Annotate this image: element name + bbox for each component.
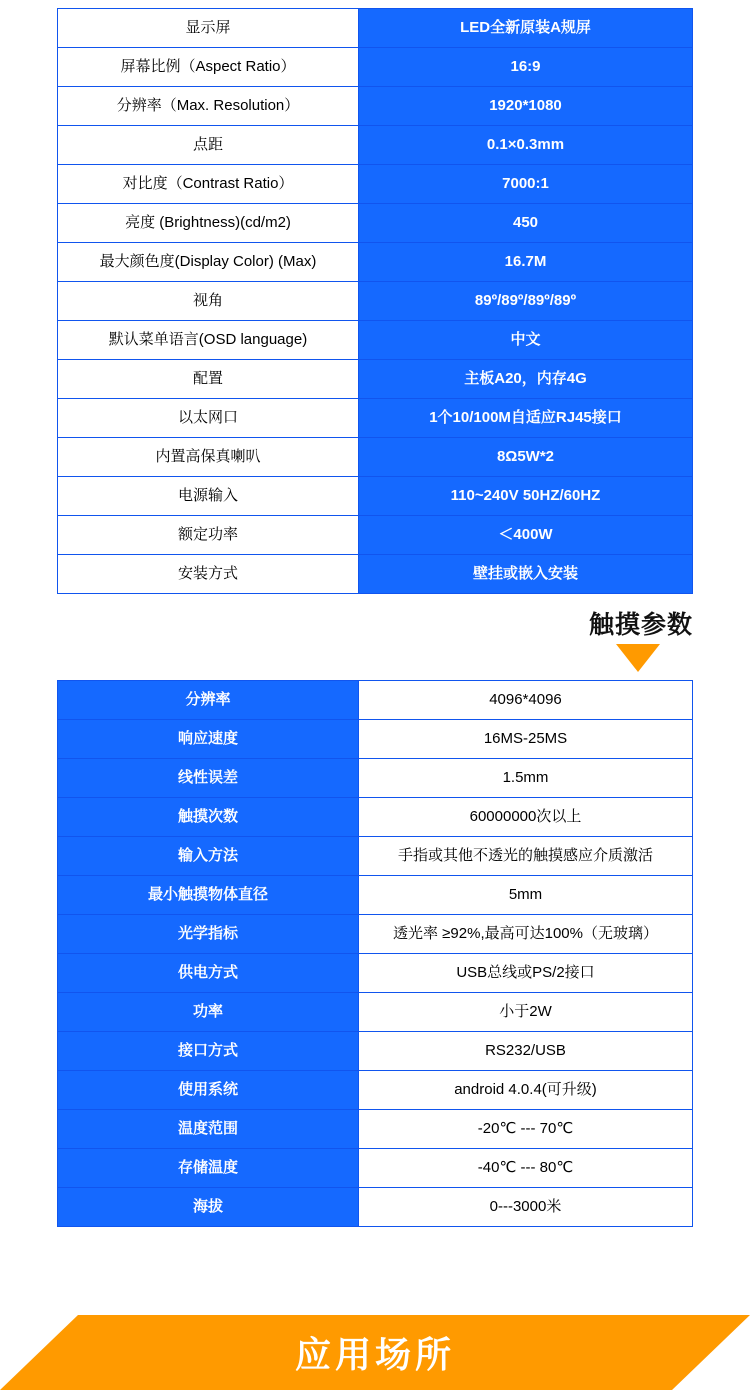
spec-value: LED全新原装A规屏 <box>359 9 693 48</box>
touch-spec-table <box>57 680 693 1227</box>
spec-value: 壁挂或嵌入安装 <box>359 555 693 594</box>
spec-label: 电源输入 <box>58 477 359 516</box>
spec-value: 1920*1080 <box>359 87 693 126</box>
spec-label: 触摸次数 <box>58 798 359 837</box>
spec-value: 5mm <box>359 876 693 915</box>
display-spec-table-body <box>58 9 693 594</box>
table-row <box>58 993 693 1032</box>
spec-label: 显示屏 <box>58 9 359 48</box>
table-row <box>58 516 693 555</box>
spec-label: 温度范围 <box>58 1110 359 1149</box>
spec-value: 110~240V 50HZ/60HZ <box>359 477 693 516</box>
spec-label: 供电方式 <box>58 954 359 993</box>
table-row <box>58 282 693 321</box>
spec-value: 4096*4096 <box>359 681 693 720</box>
table-row <box>58 399 693 438</box>
spec-label: 存储温度 <box>58 1149 359 1188</box>
spec-value: 1.5mm <box>359 759 693 798</box>
table-row <box>58 48 693 87</box>
table-row <box>58 438 693 477</box>
spec-value: 60000000次以上 <box>359 798 693 837</box>
spec-label: 使用系统 <box>58 1071 359 1110</box>
spec-label: 海拔 <box>58 1188 359 1227</box>
spec-value: USB总线或PS/2接口 <box>359 954 693 993</box>
table-row <box>58 87 693 126</box>
spec-value: 0.1×0.3mm <box>359 126 693 165</box>
spec-label: 对比度（Contrast Ratio） <box>58 165 359 204</box>
spec-label: 屏幕比例（Aspect Ratio） <box>58 48 359 87</box>
spec-label: 接口方式 <box>58 1032 359 1071</box>
table-row <box>58 759 693 798</box>
spec-value: 8Ω5W*2 <box>359 438 693 477</box>
table-row <box>58 720 693 759</box>
spec-value: 1个10/100M自适应RJ45接口 <box>359 399 693 438</box>
spec-value: 7000:1 <box>359 165 693 204</box>
spec-label: 亮度 (Brightness)(cd/m2) <box>58 204 359 243</box>
spec-value: 主板A20，内存4G <box>359 360 693 399</box>
table-row <box>58 837 693 876</box>
table-row <box>58 204 693 243</box>
table-row <box>58 954 693 993</box>
spec-value: 16:9 <box>359 48 693 87</box>
spec-value: ＜400W <box>359 516 693 555</box>
spec-value: -20℃ --- 70℃ <box>359 1110 693 1149</box>
table-row <box>58 243 693 282</box>
table-row <box>58 165 693 204</box>
arrow-down-icon <box>616 644 660 672</box>
table-row <box>58 915 693 954</box>
spec-label: 分辨率（Max. Resolution） <box>58 87 359 126</box>
spec-label: 最小触摸物体直径 <box>58 876 359 915</box>
touch-section-heading: 触摸参数 <box>588 611 693 639</box>
table-row <box>58 1149 693 1188</box>
table-row <box>58 321 693 360</box>
spec-label: 内置高保真喇叭 <box>58 438 359 477</box>
spec-value: 16MS-25MS <box>359 720 693 759</box>
banner-left-wing <box>0 1315 78 1390</box>
spec-value: 89º/89º/89º/89º <box>359 282 693 321</box>
spec-label: 默认菜单语言(OSD language) <box>58 321 359 360</box>
table-row <box>58 681 693 720</box>
spec-label: 额定功率 <box>58 516 359 555</box>
banner-right-wing <box>672 1315 750 1390</box>
spec-label: 输入方法 <box>58 837 359 876</box>
touch-spec-table-body <box>58 681 693 1227</box>
table-row <box>58 9 693 48</box>
spec-label: 视角 <box>58 282 359 321</box>
spec-value: 透光率 ≥92%,最高可达100%（无玻璃） <box>359 915 693 954</box>
spec-value: 手指或其他不透光的触摸感应介质激活 <box>359 837 693 876</box>
spec-label: 分辨率 <box>58 681 359 720</box>
spec-value: 小于2W <box>359 993 693 1032</box>
spec-value: 0---3000米 <box>359 1188 693 1227</box>
spec-label: 光学指标 <box>58 915 359 954</box>
table-row <box>58 1071 693 1110</box>
table-row <box>58 477 693 516</box>
spec-label: 功率 <box>58 993 359 1032</box>
table-row <box>58 126 693 165</box>
application-banner <box>0 1315 750 1390</box>
banner-title: 应用场所 <box>294 1334 455 1375</box>
spec-label: 安装方式 <box>58 555 359 594</box>
spec-value: 450 <box>359 204 693 243</box>
spec-value: 16.7M <box>359 243 693 282</box>
spec-label: 响应速度 <box>58 720 359 759</box>
table-row <box>58 1188 693 1227</box>
spec-label: 配置 <box>58 360 359 399</box>
spec-label: 线性误差 <box>58 759 359 798</box>
spec-value: 中文 <box>359 321 693 360</box>
spec-label: 点距 <box>58 126 359 165</box>
table-row <box>58 360 693 399</box>
spec-value: android 4.0.4(可升级) <box>359 1071 693 1110</box>
table-row <box>58 876 693 915</box>
spec-value: RS232/USB <box>359 1032 693 1071</box>
table-row <box>58 1032 693 1071</box>
table-row <box>58 555 693 594</box>
table-row <box>58 1110 693 1149</box>
display-spec-table <box>57 8 693 594</box>
spec-label: 最大颜色度(Display Color) (Max) <box>58 243 359 282</box>
table-row <box>58 798 693 837</box>
spec-label: 以太网口 <box>58 399 359 438</box>
spec-value: -40℃ --- 80℃ <box>359 1149 693 1188</box>
